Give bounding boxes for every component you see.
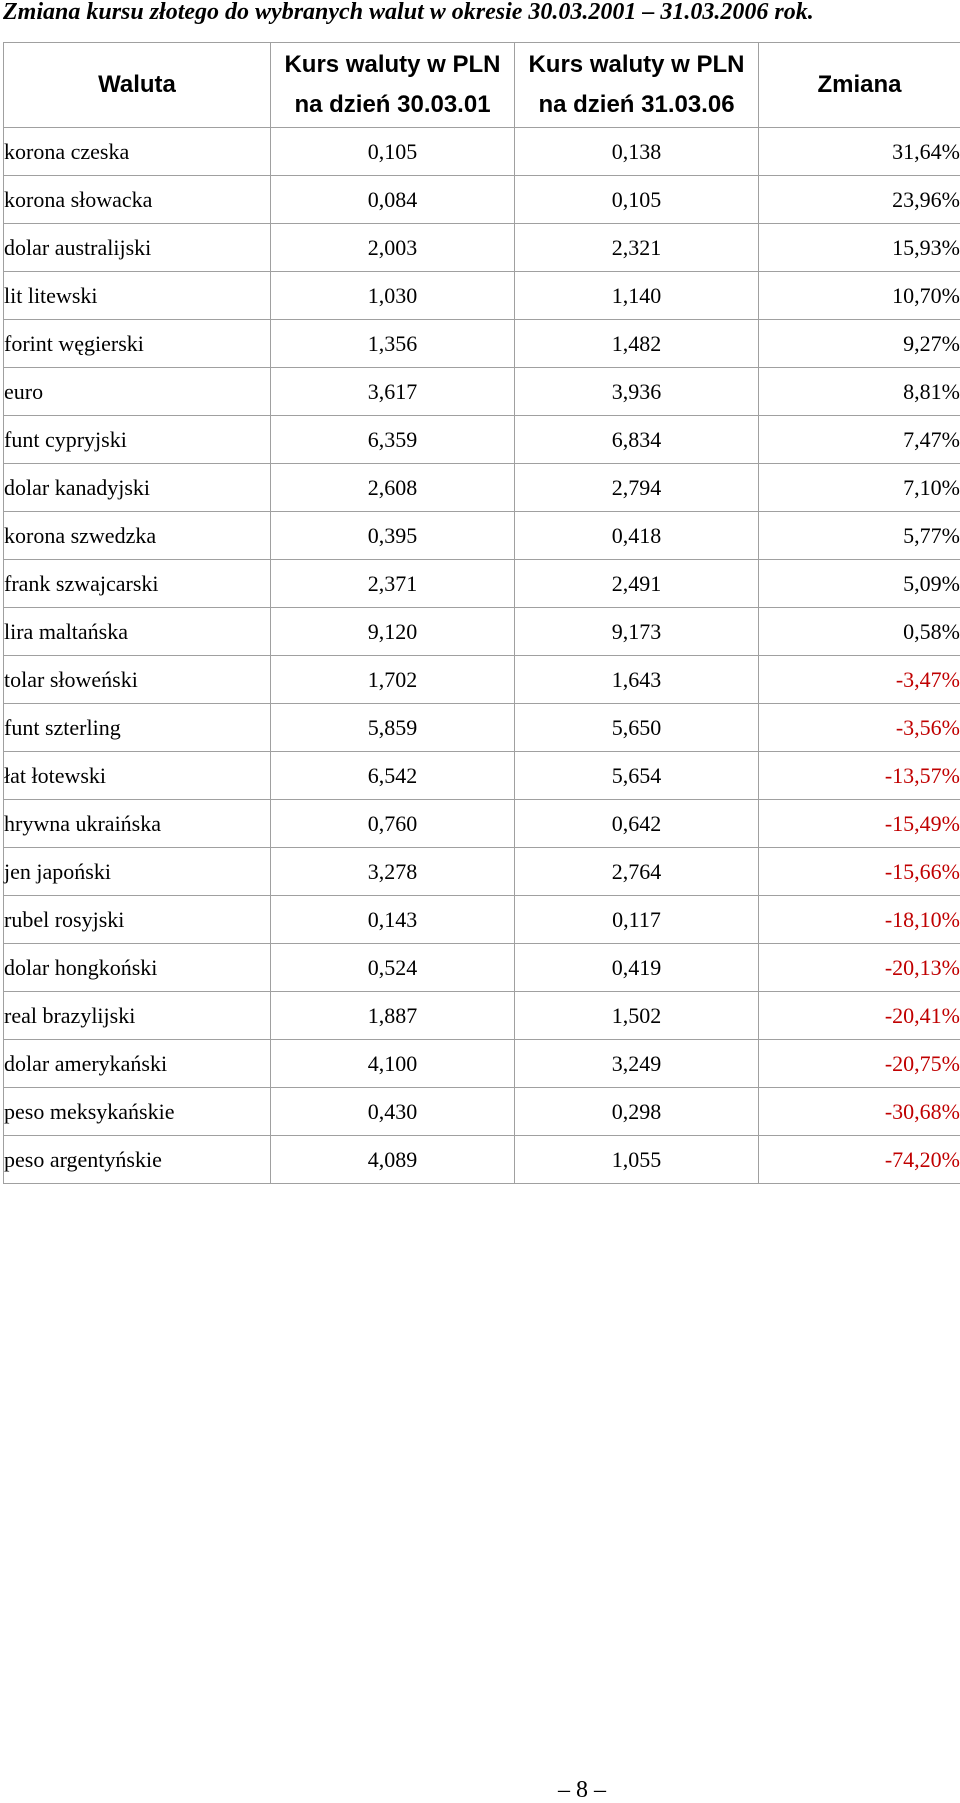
header-rate-2006-line2: na dzień 31.03.06: [515, 85, 758, 125]
table-row: [4, 704, 960, 752]
change-cell: 5,09%: [759, 560, 960, 608]
change-cell: -74,20%: [759, 1136, 960, 1184]
currency-cell: funt szterling: [4, 704, 271, 752]
currency-cell: lira maltańska: [4, 608, 271, 656]
header-rate-2006-line1: Kurs waluty w PLN: [515, 45, 758, 85]
rate-2001-cell: 0,395: [271, 512, 515, 560]
rate-2006-cell: 2,764: [515, 848, 759, 896]
currency-cell: real brazylijski: [4, 992, 271, 1040]
rate-2001-cell: 6,359: [271, 416, 515, 464]
rate-2001-cell: 2,608: [271, 464, 515, 512]
rate-2006-cell: 2,794: [515, 464, 759, 512]
currency-cell: dolar australijski: [4, 224, 271, 272]
currency-cell: tolar słoweński: [4, 656, 271, 704]
rate-2006-cell: 1,482: [515, 320, 759, 368]
change-cell: 10,70%: [759, 272, 960, 320]
currency-cell: hrywna ukraińska: [4, 800, 271, 848]
header-currency-label: Waluta: [4, 65, 270, 105]
rate-2006-cell: 6,834: [515, 416, 759, 464]
change-cell: 7,10%: [759, 464, 960, 512]
change-cell: 23,96%: [759, 176, 960, 224]
header-rate-2006: [515, 43, 759, 128]
header-row: [4, 43, 960, 128]
table-row: [4, 1088, 960, 1136]
header-change: [759, 43, 960, 128]
currency-cell: peso meksykańskie: [4, 1088, 271, 1136]
rate-2001-cell: 5,859: [271, 704, 515, 752]
rate-2001-cell: 0,760: [271, 800, 515, 848]
rate-2006-cell: 1,502: [515, 992, 759, 1040]
rate-2001-cell: 0,430: [271, 1088, 515, 1136]
rate-2006-cell: 1,140: [515, 272, 759, 320]
currency-cell: euro: [4, 368, 271, 416]
change-cell: 15,93%: [759, 224, 960, 272]
rate-2001-cell: 4,100: [271, 1040, 515, 1088]
currency-cell: dolar kanadyjski: [4, 464, 271, 512]
currency-cell: funt cypryjski: [4, 416, 271, 464]
rate-2001-cell: 0,524: [271, 944, 515, 992]
change-cell: -3,47%: [759, 656, 960, 704]
rate-2001-cell: 6,542: [271, 752, 515, 800]
rate-2006-cell: 5,654: [515, 752, 759, 800]
rate-2006-cell: 5,650: [515, 704, 759, 752]
table-row: [4, 656, 960, 704]
rate-2006-cell: 3,936: [515, 368, 759, 416]
table-row: [4, 464, 960, 512]
currency-cell: forint węgierski: [4, 320, 271, 368]
rate-2001-cell: 1,887: [271, 992, 515, 1040]
rate-2006-cell: 1,643: [515, 656, 759, 704]
currency-cell: jen japoński: [4, 848, 271, 896]
change-cell: -18,10%: [759, 896, 960, 944]
header-rate-2001-line2: na dzień 30.03.01: [271, 85, 514, 125]
change-cell: -20,41%: [759, 992, 960, 1040]
change-cell: 8,81%: [759, 368, 960, 416]
rate-2001-cell: 3,278: [271, 848, 515, 896]
table-row: [4, 560, 960, 608]
currency-cell: dolar amerykański: [4, 1040, 271, 1088]
currency-cell: peso argentyńskie: [4, 1136, 271, 1184]
rate-2006-cell: 0,138: [515, 128, 759, 176]
exchange-rate-table: [3, 42, 960, 1184]
table-row: [4, 224, 960, 272]
rate-2006-cell: 0,298: [515, 1088, 759, 1136]
rate-2001-cell: 1,702: [271, 656, 515, 704]
rate-2006-cell: 0,642: [515, 800, 759, 848]
rate-2001-cell: 0,105: [271, 128, 515, 176]
change-cell: 5,77%: [759, 512, 960, 560]
currency-cell: lit litewski: [4, 272, 271, 320]
rate-2001-cell: 2,003: [271, 224, 515, 272]
table-row: [4, 944, 960, 992]
table-row: [4, 272, 960, 320]
change-cell: 7,47%: [759, 416, 960, 464]
change-cell: -20,75%: [759, 1040, 960, 1088]
currency-cell: dolar hongkoński: [4, 944, 271, 992]
rate-2001-cell: 9,120: [271, 608, 515, 656]
table-row: [4, 416, 960, 464]
rate-2006-cell: 3,249: [515, 1040, 759, 1088]
rate-2001-cell: 1,356: [271, 320, 515, 368]
currency-cell: korona czeska: [4, 128, 271, 176]
rate-2001-cell: 0,143: [271, 896, 515, 944]
change-cell: -20,13%: [759, 944, 960, 992]
change-cell: -30,68%: [759, 1088, 960, 1136]
header-currency: [4, 43, 271, 128]
rate-2001-cell: 4,089: [271, 1136, 515, 1184]
table-row: [4, 752, 960, 800]
table-row: [4, 512, 960, 560]
change-cell: -13,57%: [759, 752, 960, 800]
table-row: [4, 1136, 960, 1184]
header-change-label: Zmiana: [759, 65, 960, 105]
rate-2001-cell: 0,084: [271, 176, 515, 224]
currency-cell: korona słowacka: [4, 176, 271, 224]
change-cell: 0,58%: [759, 608, 960, 656]
table-row: [4, 848, 960, 896]
currency-cell: frank szwajcarski: [4, 560, 271, 608]
rate-2006-cell: 2,491: [515, 560, 759, 608]
change-cell: 31,64%: [759, 128, 960, 176]
table-header: [4, 43, 960, 128]
rate-2006-cell: 1,055: [515, 1136, 759, 1184]
table-row: [4, 320, 960, 368]
table-row: [4, 800, 960, 848]
table-row: [4, 992, 960, 1040]
table-row: [4, 608, 960, 656]
rate-2006-cell: 0,117: [515, 896, 759, 944]
rate-2006-cell: 0,418: [515, 512, 759, 560]
document-title: Zmiana kursu złotego do wybranych walut w okresie 30.03.2001 – 31.03.2006 rok.: [3, 0, 814, 24]
rate-2006-cell: 9,173: [515, 608, 759, 656]
table-row: [4, 896, 960, 944]
change-cell: -15,66%: [759, 848, 960, 896]
table-row: [4, 176, 960, 224]
header-rate-2001: [271, 43, 515, 128]
table-row: [4, 1040, 960, 1088]
rate-2006-cell: 0,419: [515, 944, 759, 992]
currency-cell: łat łotewski: [4, 752, 271, 800]
rate-2001-cell: 3,617: [271, 368, 515, 416]
rate-2001-cell: 2,371: [271, 560, 515, 608]
currency-cell: korona szwedzka: [4, 512, 271, 560]
rate-2006-cell: 2,321: [515, 224, 759, 272]
table-row: [4, 368, 960, 416]
change-cell: -15,49%: [759, 800, 960, 848]
table-row: [4, 128, 960, 176]
rate-2001-cell: 1,030: [271, 272, 515, 320]
header-rate-2001-line1: Kurs waluty w PLN: [271, 45, 514, 85]
currency-cell: rubel rosyjski: [4, 896, 271, 944]
change-cell: 9,27%: [759, 320, 960, 368]
page-number: – 8 –: [102, 1778, 960, 1802]
rate-2006-cell: 0,105: [515, 176, 759, 224]
change-cell: -3,56%: [759, 704, 960, 752]
table-body: [4, 128, 960, 1184]
